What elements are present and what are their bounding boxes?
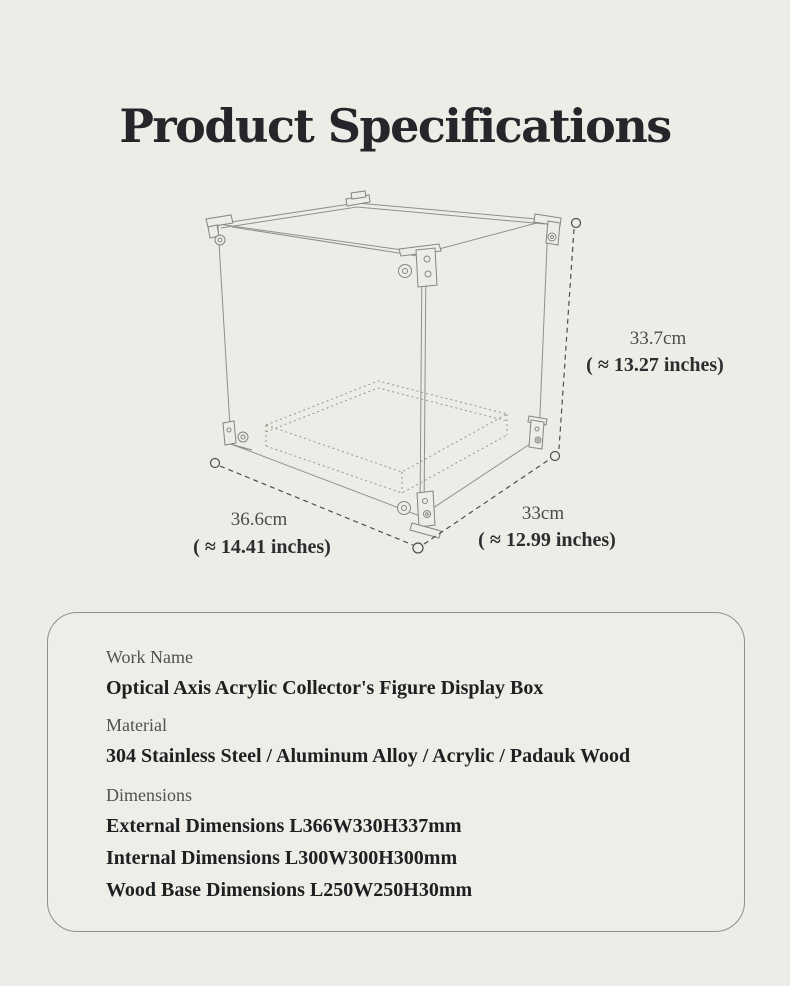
box-edges	[218, 203, 548, 516]
dimensions-section	[106, 784, 704, 902]
wood-base-dimensions-value: Wood Base Dimensions L250W250H30mm	[106, 879, 473, 901]
length-dimension-imperial: ( ≈ 14.41 inches)	[193, 536, 331, 558]
wood-base-outline	[266, 381, 507, 493]
internal-dimensions-value: Internal Dimensions L300W300H300mm	[106, 847, 458, 869]
specifications-card	[47, 612, 745, 932]
height-dimension-metric: 33.7cm	[629, 328, 687, 349]
external-dimensions-value: External Dimensions L366W330H337mm	[106, 815, 462, 837]
length-dimension-metric: 36.6cm	[230, 509, 288, 530]
page-title: Product Specifications	[119, 98, 671, 153]
work-name-section	[106, 646, 704, 700]
corner-brackets	[206, 191, 561, 538]
depth-dimension-metric: 33cm	[521, 503, 565, 524]
material-section	[106, 714, 704, 768]
material-label: Material	[106, 715, 167, 735]
height-dimension-imperial: ( ≈ 13.27 inches)	[586, 354, 724, 376]
material-value: 304 Stainless Steel / Aluminum Alloy / Acrylic / Padauk Wood	[106, 745, 631, 767]
work-name-value: Optical Axis Acrylic Collector's Figure Display Box	[106, 677, 544, 699]
work-name-label: Work Name	[106, 647, 194, 667]
dimensions-label: Dimensions	[106, 785, 193, 805]
depth-dimension-imperial: ( ≈ 12.99 inches)	[478, 529, 616, 551]
